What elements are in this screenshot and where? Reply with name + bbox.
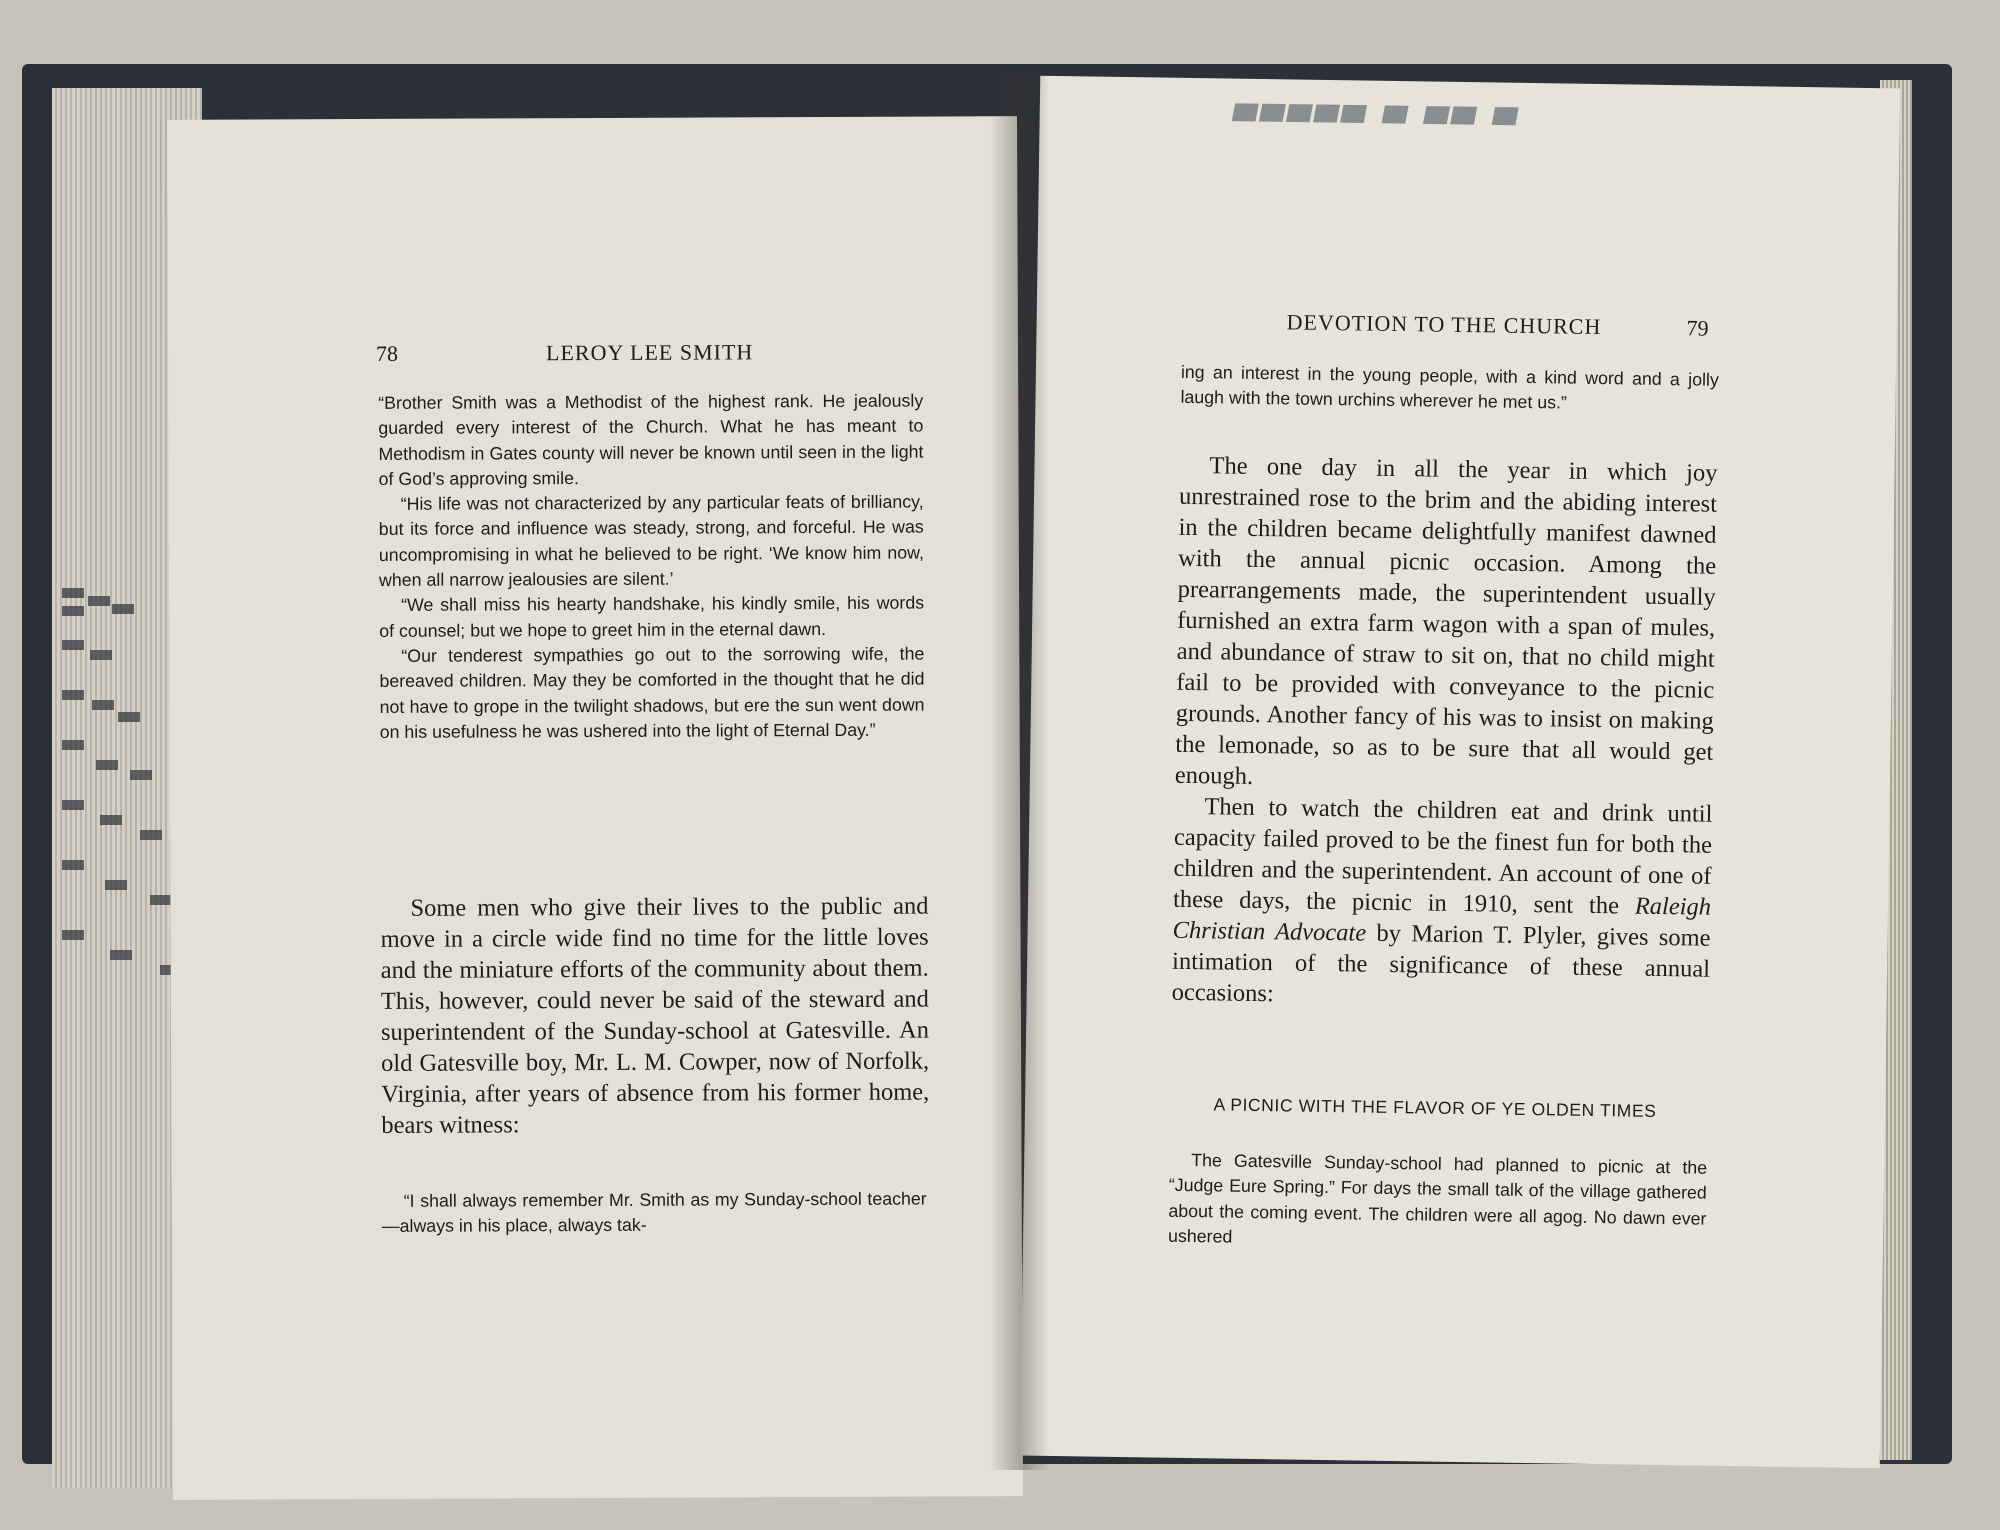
quote-continuation-text: ing an interest in the young people, with a kind word and a jolly laugh with the town urchins wherever he met us.” xyxy=(1180,361,1719,413)
quoted-tribute xyxy=(378,389,925,746)
body-paragraph-2 xyxy=(1171,791,1712,1016)
closing-quote xyxy=(382,1187,927,1240)
quote-paragraph: “Our tenderest sympathies go out to the sorrowing wife, the bereaved children. May they be comforted in the thought that he did not have to grope in the twilight shadows, but ere the sun went down on his usefulness he was ushered into the light of Eternal Day.” xyxy=(379,643,925,742)
body-text xyxy=(1171,450,1717,1016)
quote-continuation xyxy=(1180,360,1719,419)
body-text xyxy=(380,891,929,1141)
right-page xyxy=(1020,76,1900,1469)
body-paragraph: Some men who give their lives to the public and move in a circle wide find no time for the little loves and the miniature efforts of the community about them. This, however, could never be said of the steward and superintendent of the Sunday-school at Gatesville. An old Gatesville boy, Mr. L. M. Cowper, now of Norfolk, Virginia, after years of absence from his former home, bears witness: xyxy=(380,892,930,1139)
newspaper-title: Raleigh Christian Advocate xyxy=(1172,892,1712,947)
body-text-segment: Then to watch the children eat and drink until capacity failed proved to be the finest fun for both the children and the superintendent. An account of one of these days, the picnic in 1910, sent the xyxy=(1172,793,1713,920)
spine-shadow xyxy=(990,70,1050,1470)
body-paragraph-1: The one day in all the year in which joy unrestrained rose to the brim and the abiding interest in the children became delightfully manifest dawned with the annual picnic occasion. Among the prearrangements made, the superintendent usually furnished an extra farm wagon with a span of mules, and abundance of straw to sit on, that no child might fail to be provided with conveyance to the picnic grounds. Another fancy of his was to insist on making the lemonade, so as to be sure that all would get enough. xyxy=(1174,452,1718,790)
body-text-segment: by Marion T. Plyler, gives some intimation of the significance of these annual occasions: xyxy=(1171,919,1711,1008)
quote-paragraph: “Brother Smith was a Methodist of the highest rank. He jealously guarded every interest of the Church. What he has meant to Methodism in Gates county will never be known until seen in the light of God’s approving smile. xyxy=(378,390,924,489)
running-head: DEVOTION TO THE CHURCH xyxy=(1286,309,1602,340)
left-page xyxy=(167,116,1023,1500)
page-number: 79 xyxy=(1686,315,1709,341)
quote-paragraph: “His life was not characterized by any particular feats of brilliancy, but its force and influence was steady, strong, and forceful. He was uncompromising in what he believed to be right. ‘We know him now, when all narrow jealousies are silent.’ xyxy=(378,491,924,591)
section-text xyxy=(1168,1148,1707,1257)
page-number: 78 xyxy=(375,340,399,366)
section-paragraph: The Gatesville Sunday-school had planned to picnic at the “Judge Eure Spring.” For days the small talk of the village gathered about the coming event. The children were all agog. No dawn ever ushered xyxy=(1167,1150,1708,1247)
section-heading: A PICNIC WITH THE FLAVOR OF YE OLDEN TIMES xyxy=(1213,1094,1657,1121)
quote-paragraph: “We shall miss his hearty handshake, his kindly smile, his words of counsel; but we hope to greet him in the eternal dawn. xyxy=(379,592,925,641)
closing-quote-text: “I shall always remember Mr. Smith as my Sunday-school teacher—always in his place, always tak- xyxy=(381,1188,927,1237)
bleed-through-stamp: ▄▄▄▄▄ ▄ ▄▄ ▄ xyxy=(1231,86,1526,126)
running-head: LEROY LEE SMITH xyxy=(545,339,754,366)
